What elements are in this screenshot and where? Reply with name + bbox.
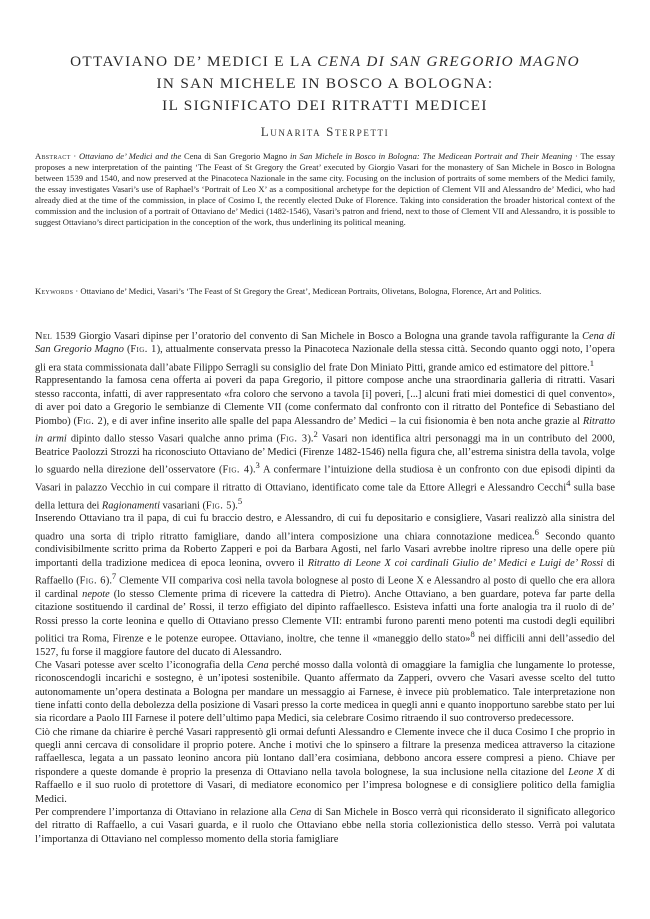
keywords — [35, 286, 615, 297]
text-run: ). — [105, 575, 112, 587]
text-run: di Raffaello ( — [35, 557, 615, 587]
text-run: ), e di aver infine inserito alle spalle del papa Alessandro de’ Medici – la cui fisionomia è ben nota anche grazie al — [103, 415, 583, 427]
abstract-label: Abstract — [35, 151, 71, 161]
italic-text: Ragionamenti — [101, 499, 160, 511]
italic-text: Ritratto in armi — [35, 415, 616, 445]
italic-text: Cena di San Gregorio Magno — [35, 331, 615, 356]
footnote-reference[interactable]: 2 — [313, 428, 318, 439]
article-title-line-1 — [40, 52, 610, 72]
italic-text: Cena — [246, 660, 269, 672]
italic-text: nepote — [82, 588, 110, 600]
text-run: perché mosso dalla volontà di omaggiare la famiglia che lungamente lo protesse, riconoscendogli incarichi e sostegno, è un’ipotesi sostenibile. Quanto affermato da Zapperi, ovvero che Vasari avesse scelto del tutto autonomamente un’opera destinata a Bologna per mandare un messaggio ai Farnese, è invece più problematico. Tale interpretazione non tiene infatti conto della debolezza della posizione di Vasari presso la corte medicea in quegli anni e quanto inopportuno sarebbe stato per lui sia ricordare a Paolo III Farnese il potere dell’ultimo papa Medici, sia celebrare Cosimo ritraendo il suo controverso predecessore. — [35, 660, 615, 725]
text-run: sulla base della lettura dei — [35, 482, 615, 511]
body-paragraph — [35, 806, 615, 846]
text-run: di San Michele in Bosco verrà qui riconsiderato il significato allegorico del ritratto di Raffaello, a cui Vasari guarda, e il ruolo che Ottaviano ebbe nella storia collezionistica dello stesso. Verrà poi valutata l’importanza di Ottaviano nel complesso momento della storia famigliare — [35, 806, 615, 845]
text-run: (lo stesso Clemente prima di ricevere la cattedra di Pietro). Anche Ottaviano, a ben guardare, poteva far parte della citazione sostituendo il cardinal de’ Rossi, il terzo effigiato del dipinto raffaellesco. Esisteva infatti una forte analogia tra il ruolo di de’ Rossi presso la corte leonina e quello di Ottaviano presso Clemente VII: entrambi furono parenti meno potenti ma custodi degli equilibri politici tra Roma, Firenze e le potenze europee. Ottaviano, inoltre, che tenne il «maneggio dello stato» — [35, 588, 615, 645]
figure-reference[interactable]: Fig. 3 — [280, 433, 308, 445]
body-paragraph — [35, 659, 615, 726]
separator: · — [70, 151, 79, 161]
figure-reference[interactable]: Fig. 4 — [222, 464, 250, 476]
footnote-reference[interactable]: 3 — [255, 459, 260, 470]
abstract-title-part: San Michele in Bosco in Bologna: The Medicean Portrait and Their Meaning — [299, 151, 573, 161]
title-italic-text: CENA DI SAN GREGORIO MAGNO — [317, 53, 580, 70]
text-run: nei difficili anni dell’assedio del 1527, fu forse il maggiore fautore del ducato di Alessandro. — [35, 633, 615, 658]
abstract-title-part: Cena di San Gregorio Magno — [184, 151, 288, 161]
text-run: ( — [123, 344, 131, 356]
text-run: Vasari non identifica altri personaggi ma in un contributo del 2000, Beatrice Paolozzi Strozzi ha riconosciuto Ottaviano de’ Medici (Firenze 1482-1546) nella figura che, all’estrema sinistra della tavola, volge lo sguardo nella direzione dell’osservatore ( — [35, 433, 615, 476]
author-name: Lunarita Sterpetti — [260, 124, 390, 139]
figure-reference[interactable]: Fig. 2 — [76, 415, 104, 427]
title-text: OTTAVIANO DE’ MEDICI E LA — [70, 53, 318, 70]
text-run: 1539 Giorgio Vasari dipinse per l’oratorio del convento di San Michele in Bosco a Bologna una grande tavola raffigurante la — [52, 331, 583, 342]
text-run: A confermare l’intuizione della studiosa è un confronto con due episodi dipinti da Vasari in palazzo Vecchio in cui compare il ritratto di Ottaviano, identificato come tale da Ettore Allegri e Alessandro Cecchi — [35, 464, 615, 494]
footnote-reference[interactable]: 4 — [566, 477, 571, 488]
text-run: ), attualmente conservata presso la Pinacoteca Nazionale della stessa città. Secondo quanto oggi noto, l’opera gli era stata commissionata dall’abate Filippo Serragli su consiglio del frate Don Miniato Pitti, grande amico ed estimatore del pittore. — [35, 344, 615, 374]
body-paragraph — [35, 512, 615, 659]
abstract-text: The essay proposes a new interpretation of the painting ‘The Feast of St Gregory the Great’ executed by Giorgio Vasari for the monastery of San Michele in Bosco in Bologna between 1539 and 1540, and now preserved at the Pinacoteca Nazionale in the same city. Focusing on the inclusion of portraits of some members of the Medici family, the essay investigates Vasari’s use of Raphael’s ‘Portrait of Leo X’ as a compositional archetype for the depiction of Clement VII and Alessandro de’ Medici, who had already died at the time of the commission, in place of Cosimo I, the recently elected Duke of Florence. Taking into consideration the broader historical context of the commission and the inclusion of a portrait of Ottaviano de’ Medici (1482-1546), Vasari’s patron and friend, next to those of Clement VII and Alessandro, it is possible to suggest Ottaviano’s direct participation in the conception of the work, thus underlining its political meaning. — [35, 151, 616, 228]
separator: · — [572, 151, 581, 161]
italic-text: Leone X — [568, 766, 604, 778]
text-run: vasariani ( — [159, 499, 206, 511]
article-body — [35, 330, 615, 846]
footnote-reference[interactable]: 5 — [237, 495, 243, 506]
keywords-text: Ottaviano de’ Medici, Vasari’s ‘The Feast of St Gregory the Great’, Medicean Portraits, Olivetans, Bologna, Florence, Art and Politics. — [80, 286, 542, 296]
text-run: di Raffaello e il suo ruolo di protettore di Vasari, di mediatore economico per l’impresa bolognese e di consigliere politico della famiglia Medici. — [35, 766, 616, 805]
text-run: ). — [307, 433, 314, 445]
italic-text: Cena — [289, 806, 312, 818]
figure-reference[interactable]: Fig. 1 — [130, 344, 157, 356]
footnote-reference[interactable]: 8 — [470, 628, 475, 639]
abstract — [35, 151, 615, 228]
italic-text: Ritratto di Leone X coi cardinali Giulio de’ Medici e Luigi de’ Rossi — [307, 557, 604, 569]
text-run: Per comprendere l’importanza di Ottaviano in relazione alla — [35, 806, 290, 818]
body-paragraph — [35, 330, 615, 374]
text-run: ). — [231, 499, 238, 511]
figure-reference[interactable]: Fig. 5 — [205, 499, 232, 511]
text-run: Secondo quanto condivisibilmente scritto prima da Roberto Zapperi e poi da Barbara Agosti, nel farlo Vasari avrebbe inoltre ripreso una delle opere più importanti della tradizione medicea di epoca leonina, ovvero il — [35, 531, 615, 569]
text-run: Ciò che rimane da chiarire è perché Vasari rappresentò gli ormai defunti Alessandro e Clemente invece che il duca Cosimo I che proprio in quegli anni cercava di consolidare il proprio potere. Anche i motivi che lo spinsero a filtrare la presenza medicea attraverso la citazione raffaellesca, legata a un passato leonino ancora più lontano dall’era cosimiana, debbono ancora essere compresi a pieno. Chiave per rispondere a queste domande è proprio la presenza di Ottaviano nella tavola bolognese, la sua inclusione nella citazione del — [35, 726, 615, 778]
abstract-title-part: Ottaviano de’ Medici and the — [78, 151, 185, 161]
footnote-reference[interactable]: 6 — [534, 526, 539, 537]
figure-reference[interactable]: Fig. 6 — [79, 575, 106, 587]
text-run: Che Vasari potesse aver scelto l’iconografia della — [35, 660, 247, 672]
text-run: dipinto dallo stesso Vasari qualche anno prima ( — [66, 433, 281, 445]
text-run: ). — [249, 464, 256, 476]
body-paragraph — [35, 374, 615, 512]
keywords-label: Keywords — [35, 286, 74, 296]
article-title-line-3: IL SIGNIFICATO DEI RITRATTI MEDICEI — [162, 97, 488, 114]
text-run: Rappresentando la famosa cena offerta ai poveri da papa Gregorio, il pittore compose anche una straordinaria galleria di ritratti. Vasari stesso racconta, infatti, di aver rappresentato «fra coloro che servono a tavola [i] poveri, [...] alcuni frati miei domestici di quel convento», di aver poi dato a Gregorio le sembianze di Clemente VII (come confermato dal confronto con il ritratto del Pontefice di Sebastiano del Piombo) ( — [35, 375, 615, 427]
abstract-title-part: in — [287, 151, 300, 161]
text-run: Inserendo Ottaviano tra il papa, di cui fu braccio destro, e Alessandro, di cui fu depositario e consigliere, Vasari realizzò alla sinistra del quadro una sorta di triplo ritratto famigliare, dando all’intera composizione una chiara connotazione medicea. — [35, 513, 615, 543]
body-paragraph — [35, 726, 615, 806]
text-run: Clemente VII compariva così nella tavola bolognese al posto di Leone X e Alessandro al posto di quello che era allora il cardinal — [35, 575, 615, 600]
footnote-reference[interactable]: 7 — [111, 571, 117, 582]
paragraph-lead: Nel — [35, 331, 53, 342]
separator: · — [73, 286, 81, 296]
footnote-reference[interactable]: 1 — [589, 357, 594, 368]
article-title-line-2: IN SAN MICHELE IN BOSCO A BOLOGNA: — [156, 75, 494, 92]
